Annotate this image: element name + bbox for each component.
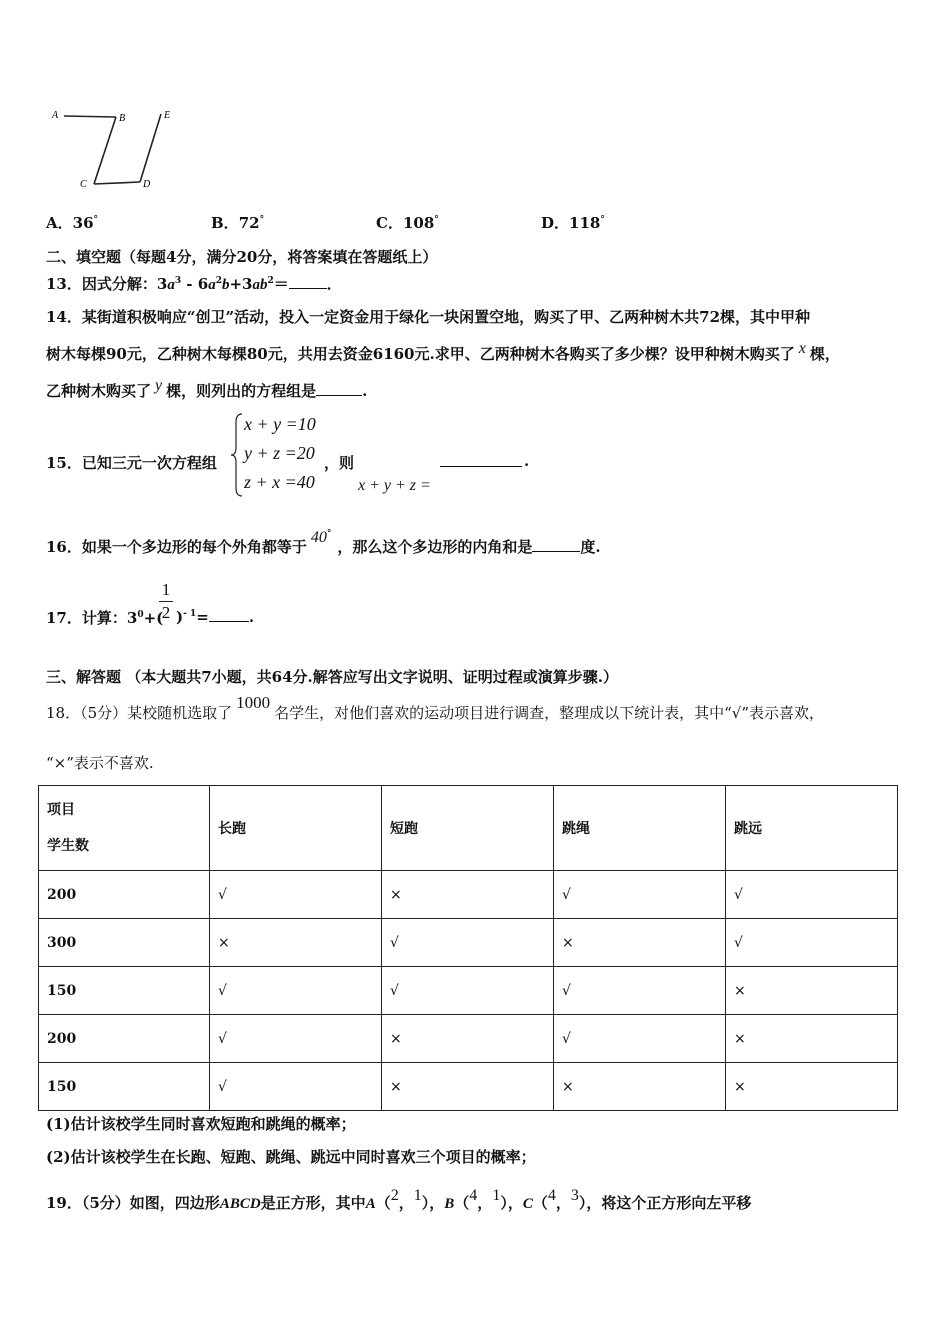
option-c: C．108° <box>376 214 439 232</box>
answer-blank-13[interactable] <box>289 274 327 289</box>
fraction-half <box>158 580 174 623</box>
label-c: C <box>80 179 87 190</box>
survey-table <box>38 785 898 1111</box>
student-count: 300 <box>39 919 210 967</box>
segment-bc <box>94 117 116 184</box>
header-item: 项目 <box>47 802 75 818</box>
cell-mark: √ <box>554 871 726 919</box>
question-18-line-1: 18．（5分）某校随机选取了1000名学生，对他们喜欢的运动项目进行调查，整理成以下统计表，其中“√”表示喜欢， <box>46 693 825 722</box>
cell-mark: × <box>726 967 898 1015</box>
question-18-line-2: “×”表示不喜欢. <box>46 754 154 772</box>
segment-de <box>140 114 161 182</box>
cell-mark: √ <box>726 919 898 967</box>
cell-mark: × <box>726 1063 898 1111</box>
fraction-denominator: 2 <box>161 603 171 622</box>
table-header-row <box>39 786 898 871</box>
question-15-prefix: 15．已知三元一次方程组 <box>46 454 217 472</box>
answer-blank-16[interactable] <box>532 537 580 552</box>
cell-mark: √ <box>210 1063 382 1111</box>
cell-mark: √ <box>554 967 726 1015</box>
option-d: D．118° <box>541 214 605 232</box>
question-17-a: 17．计算：$3^0+$( <box>46 609 164 627</box>
table-row <box>39 871 898 919</box>
question-14-line-1: 14．某街道积极响应“创卫”活动，投入一定资金用于绿化一块闲置空地，购买了甲、乙两种树木共72棵，其中甲种 <box>46 308 811 326</box>
fraction-numerator: 1 <box>161 580 171 599</box>
question-18-part-1: (1)估计该校学生同时喜欢短跑和跳绳的概率； <box>46 1115 356 1133</box>
question-15-mid: ，则 <box>324 454 355 472</box>
table-row <box>39 919 898 967</box>
question-16: 16．如果一个多边形的每个外角都等于40°，那么这个多边形的内角和是 度. <box>46 529 601 556</box>
cell-mark: × <box>382 1015 554 1063</box>
cell-mark: × <box>554 1063 726 1111</box>
cell-mark: √ <box>554 1015 726 1063</box>
header-students: 学生数 <box>47 838 89 854</box>
equation-1: x + y =10 <box>244 414 316 434</box>
cell-mark: × <box>554 919 726 967</box>
equation-3: z + x =40 <box>244 472 315 492</box>
label-b: B <box>119 113 126 124</box>
answer-blank-14[interactable] <box>316 381 362 396</box>
question-15-suffix: . <box>524 452 530 470</box>
cell-mark: √ <box>210 1015 382 1063</box>
label-a: A <box>52 110 59 121</box>
question-14-line-2: 树木每棵90元，乙种树木每棵80元，共用去资金6160元.求甲、乙两种树木各购买了多少棵？设甲种树木购买了 x 棵， <box>46 340 840 363</box>
student-count: 200 <box>39 871 210 919</box>
header-long-run: 长跑 <box>210 786 382 871</box>
cell-mark: × <box>382 871 554 919</box>
table-row <box>39 1015 898 1063</box>
question-18-part-2: (2)估计该校学生在长跑、短跑、跳绳、跳远中同时喜欢三个项目的概率； <box>46 1148 536 1166</box>
cell-mark: √ <box>210 871 382 919</box>
question-13: 13．因式分解：$3a^3 - 6a^2b+3ab^2=$ ． <box>46 275 342 293</box>
label-e: E <box>164 110 171 121</box>
cell-mark: √ <box>382 919 554 967</box>
table-row <box>39 967 898 1015</box>
option-a: A．36° <box>46 214 99 232</box>
option-b: B．72° <box>211 214 265 232</box>
header-jump-rope: 跳绳 <box>554 786 726 871</box>
student-count: 150 <box>39 1063 210 1111</box>
segment-cd <box>94 182 140 184</box>
cell-mark: √ <box>382 967 554 1015</box>
student-count: 200 <box>39 1015 210 1063</box>
geometry-figure <box>40 100 190 200</box>
question-17-b: )$^{- 1}$= . <box>176 608 255 626</box>
cell-mark: × <box>210 919 382 967</box>
header-sprint: 短跑 <box>382 786 554 871</box>
answer-blank-17[interactable] <box>209 607 249 622</box>
figure-lines <box>64 114 161 184</box>
answer-blank-15[interactable] <box>440 452 522 467</box>
section-2-heading: 二、填空题（每题4分，满分20分，将答案填在答题纸上） <box>46 248 438 266</box>
student-count: 150 <box>39 967 210 1015</box>
brace-icon <box>230 412 244 498</box>
header-corner <box>39 786 210 871</box>
label-d: D <box>143 179 151 190</box>
cell-mark: √ <box>210 967 382 1015</box>
question-14-line-3: 乙种树木购买了 y 棵，则列出的方程组是 . <box>46 377 368 400</box>
header-long-jump: 跳远 <box>726 786 898 871</box>
equation-2: y + z =20 <box>244 443 315 463</box>
cell-mark: √ <box>726 871 898 919</box>
cell-mark: × <box>382 1063 554 1111</box>
question-19: 19．（5分）如图，四边形ABCD是正方形，其中A（2，1），B（4，1），C（4，3），将这个正方形向左平移 <box>46 1187 752 1212</box>
table-row <box>39 1063 898 1111</box>
sum-expression: x + y + z = <box>358 477 431 494</box>
segment-ab <box>64 116 116 117</box>
section-3-heading: 三、解答题 （本大题共7小题，共64分.解答应写出文字说明、证明过程或演算步骤.） <box>46 668 618 686</box>
cell-mark: × <box>726 1015 898 1063</box>
